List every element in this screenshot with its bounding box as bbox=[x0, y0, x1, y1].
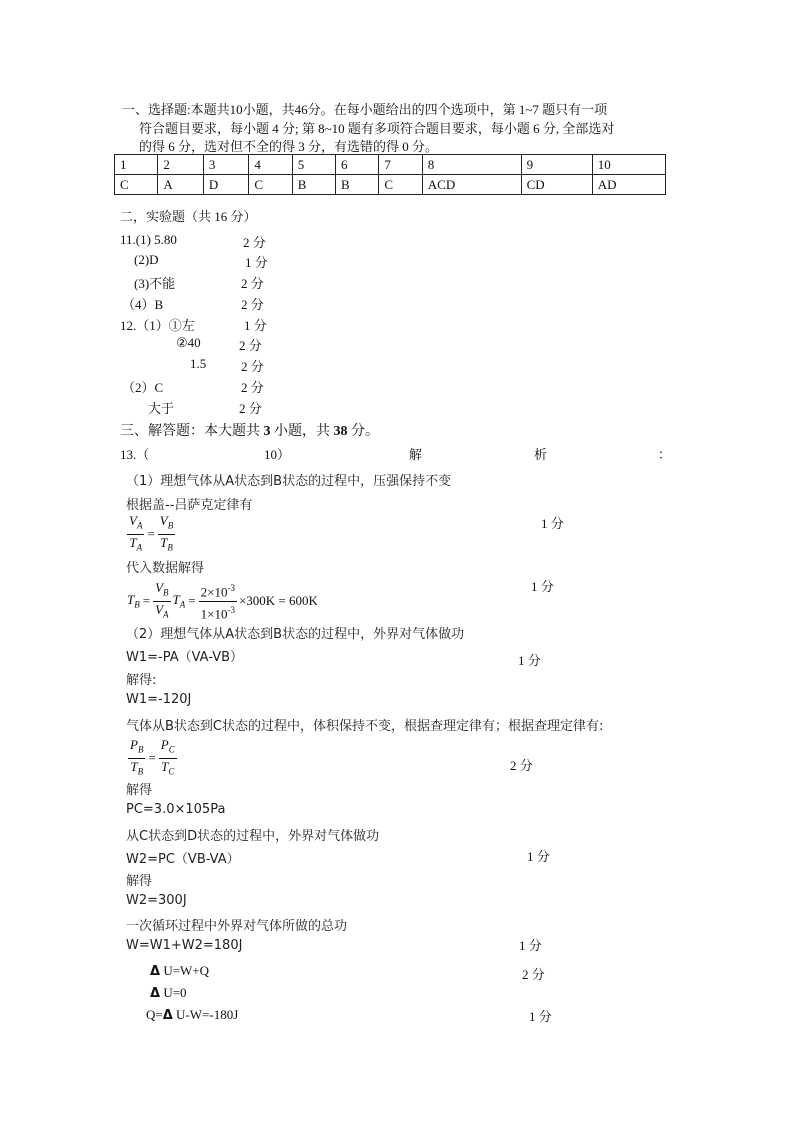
answer-label: 12.（1）①左 bbox=[120, 318, 195, 333]
q13-xi: 析 bbox=[534, 447, 548, 462]
score: 2 分 bbox=[243, 235, 266, 250]
score: 2 分 bbox=[510, 758, 533, 773]
title-points: 38 bbox=[333, 424, 348, 439]
score: 2 分 bbox=[239, 338, 262, 353]
solution-text: （1）理想气体从A状态到B状态的过程中，压强保持不变 bbox=[126, 474, 452, 489]
tb-equation: $T_B$ = $\frac{V_B}{V_A}$ $T_A$ = $\frac{2\times 10^{-3}}{1\times 10^{-3}}$ ×300K = 600K bbox=[127, 580, 318, 621]
gay-lussac-equation: $\frac{V_A}{T_A}$ = $\frac{V_B}{T_B}$ bbox=[129, 513, 174, 553]
answer-label: (3)不能 bbox=[134, 276, 176, 291]
score: 2 分 bbox=[239, 401, 262, 416]
section1-line2: 符合题目要求，每小题 4 分; 第 8~10 题有多项符合题目要求，每小题 6 分, 全部选对 bbox=[139, 121, 615, 136]
table-cell: CD bbox=[521, 175, 592, 195]
score: 1 分 bbox=[529, 1009, 552, 1024]
table-cell: ACD bbox=[422, 175, 521, 195]
q13-colon: ： bbox=[658, 447, 672, 462]
score: 1 分 bbox=[518, 653, 541, 668]
formula: W1=-120J bbox=[126, 692, 192, 707]
fraction: $\frac{P_B}{T_B}$ bbox=[130, 737, 144, 777]
table-cell: 10 bbox=[592, 155, 665, 175]
solution-text: （2）理想气体从A状态到B状态的过程中，外界对气体做功 bbox=[126, 627, 465, 642]
formula: W2=PC（VB-VA） bbox=[126, 852, 240, 867]
table-cell: C bbox=[379, 175, 422, 195]
table-cell: D bbox=[203, 175, 248, 195]
formula: W=W1+W2=180J bbox=[126, 938, 243, 953]
answer-label: 大于 bbox=[148, 401, 175, 416]
title-part: 小题，共 bbox=[270, 424, 334, 439]
q13-points: 10） bbox=[264, 447, 291, 462]
answer-label: 1.5 bbox=[190, 356, 207, 371]
heat-formula: Q=Δ U-W=-180J bbox=[146, 1007, 239, 1023]
q13-jie: 解 bbox=[409, 447, 423, 462]
score: 2 分 bbox=[241, 276, 264, 291]
score: 2 分 bbox=[241, 297, 264, 312]
first-law-formula: Δ U=W+Q bbox=[150, 963, 210, 979]
section2-title: 二，实验题（共 16 分） bbox=[120, 209, 257, 224]
score: 1 分 bbox=[531, 579, 554, 594]
solution-text: 根据盖--吕萨克定律有 bbox=[126, 498, 253, 513]
table-cell: 3 bbox=[203, 155, 248, 175]
answer-label: (2)D bbox=[134, 252, 159, 267]
table-cell: A bbox=[158, 175, 203, 195]
score: 2 分 bbox=[522, 967, 545, 982]
title-part: 分。 bbox=[347, 424, 379, 439]
solution-text: 解得: bbox=[126, 673, 157, 688]
delta-symbol: Δ bbox=[150, 964, 161, 979]
solution-text: 气体从B状态到C状态的过程中，体积保持不变，根据查理定律有；根据查理定律有: bbox=[126, 719, 604, 734]
q13-head: 13.（ bbox=[120, 447, 150, 462]
fraction: $\frac{V_B}{V_A}$ bbox=[155, 580, 169, 620]
table-cell: 5 bbox=[292, 155, 335, 175]
fraction: $\frac{P_C}{T_C}$ bbox=[160, 737, 175, 777]
fraction: $\frac{V_A}{T_A}$ bbox=[129, 513, 143, 553]
score: 1 分 bbox=[527, 849, 550, 864]
table-cell: 6 bbox=[336, 155, 379, 175]
title-part: 三、解答题：本大题共 bbox=[120, 424, 264, 439]
table-cell: AD bbox=[592, 175, 665, 195]
charles-equation: $\frac{P_B}{T_B}$ = $\frac{P_C}{T_C}$ bbox=[130, 737, 175, 777]
answer-value-row bbox=[115, 175, 666, 195]
solution-text: 代入数据解得 bbox=[126, 561, 205, 576]
fraction: $\frac{2\times 10^{-3}}{1\times 10^{-3}}$ bbox=[200, 583, 235, 621]
table-cell: 8 bbox=[422, 155, 521, 175]
delta-symbol: Δ bbox=[150, 986, 161, 1001]
score: 1 分 bbox=[519, 938, 542, 953]
score: 1 分 bbox=[541, 516, 564, 531]
answer-label: （2）C bbox=[122, 380, 164, 395]
answer-table bbox=[114, 154, 666, 195]
score: 2 分 bbox=[241, 380, 264, 395]
answer-label: ②40 bbox=[176, 335, 201, 350]
table-cell: 9 bbox=[521, 155, 592, 175]
table-cell: 2 bbox=[158, 155, 203, 175]
table-cell: B bbox=[292, 175, 335, 195]
answer-number-row bbox=[115, 155, 666, 175]
formula: W2=300J bbox=[126, 893, 187, 908]
table-cell: C bbox=[249, 175, 292, 195]
formula: PC=3.0×105Pa bbox=[126, 802, 226, 817]
table-cell: C bbox=[115, 175, 158, 195]
score: 1 分 bbox=[244, 318, 267, 333]
title-count: 3 bbox=[263, 424, 271, 439]
section1-title: 一、选择题:本题共10小题，共46分。在每小题给出的四个选项中，第 1~7 题只有一项 bbox=[122, 102, 608, 117]
solution-text: 解得 bbox=[126, 874, 153, 889]
fraction: $\frac{V_B}{T_B}$ bbox=[159, 513, 174, 553]
table-cell: B bbox=[336, 175, 379, 195]
delta-symbol: Δ bbox=[162, 1008, 173, 1023]
answer-label: 11.(1) 5.80 bbox=[120, 232, 177, 247]
formula: W1=-PA（VA-VB） bbox=[126, 650, 244, 665]
delta-u-formula: Δ U=0 bbox=[150, 985, 187, 1001]
table-cell: 4 bbox=[249, 155, 292, 175]
table-cell: 1 bbox=[115, 155, 158, 175]
score: 1 分 bbox=[245, 255, 268, 270]
section3-title bbox=[120, 420, 379, 440]
solution-text: 一次循环过程中外界对气体所做的总功 bbox=[126, 919, 348, 934]
score: 2 分 bbox=[241, 359, 264, 374]
table-cell: 7 bbox=[379, 155, 422, 175]
solution-text: 从C状态到D状态的过程中，外界对气体做功 bbox=[126, 829, 380, 844]
answer-label: （4）B bbox=[122, 297, 164, 312]
section1-line3: 的得 6 分，选对但不全的得 3 分，有选错的得 0 分。 bbox=[139, 139, 439, 154]
solution-text: 解得 bbox=[126, 783, 153, 798]
